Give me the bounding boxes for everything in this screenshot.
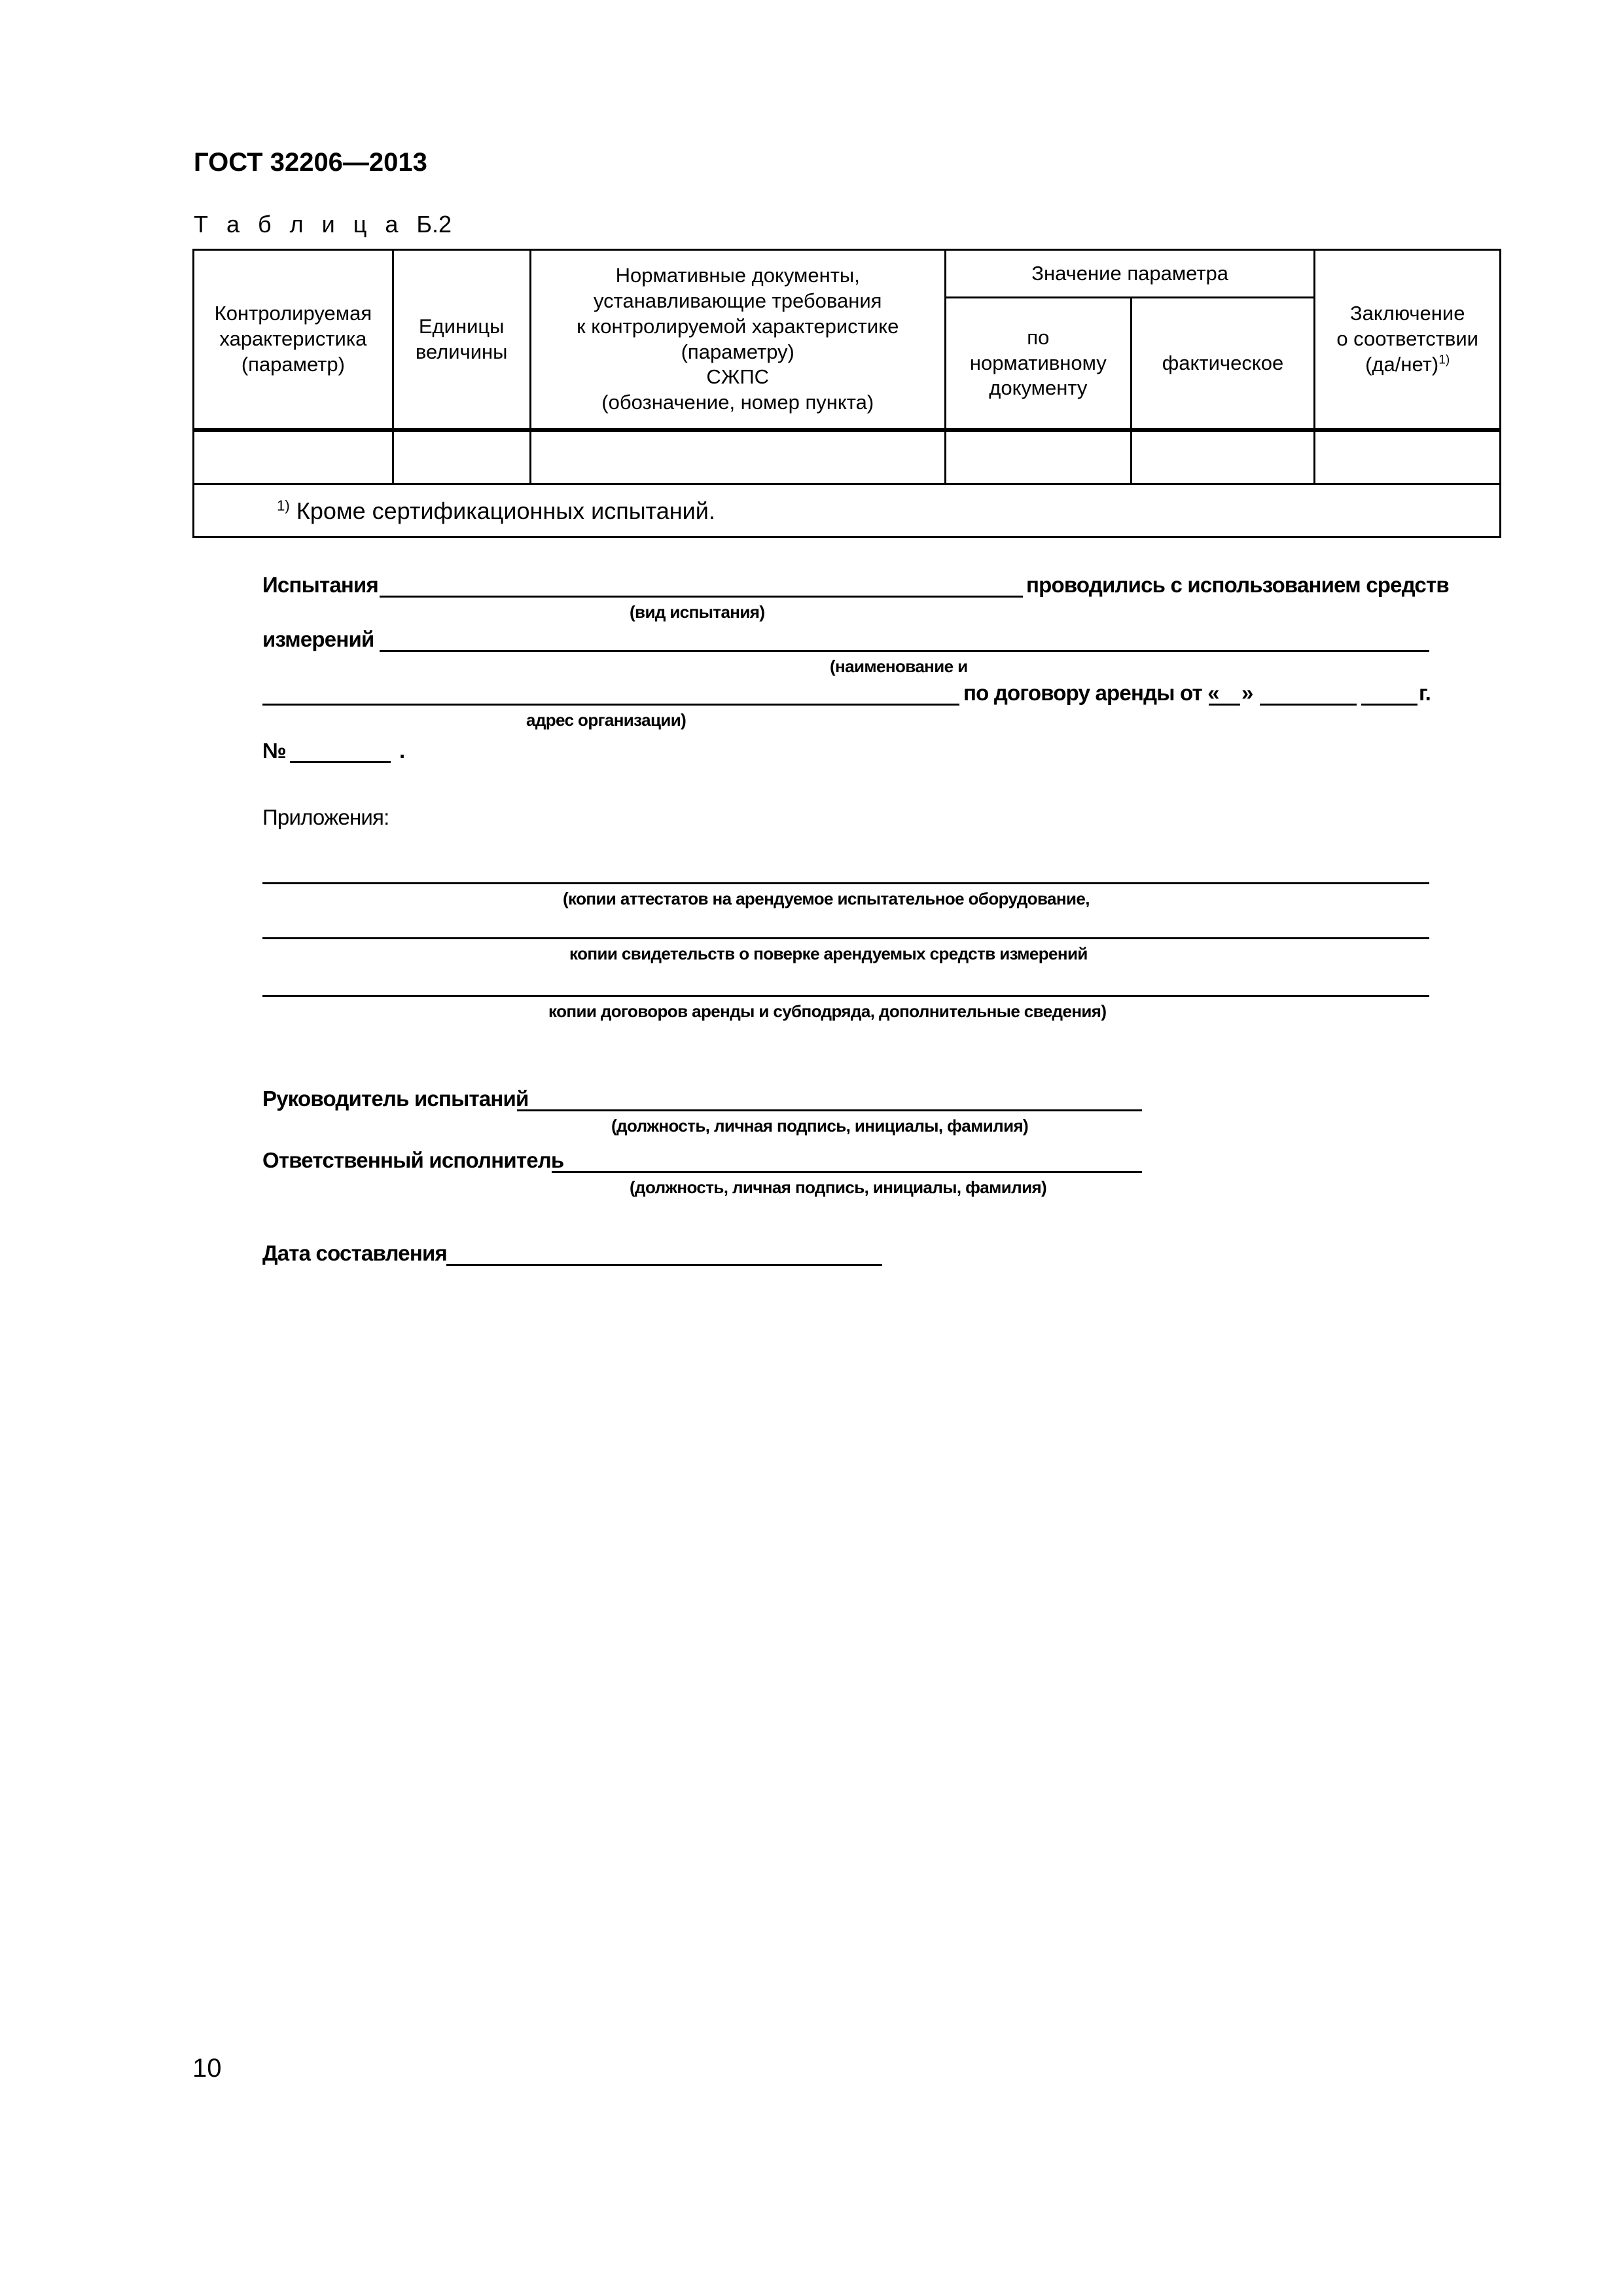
table-footnote: $^{1)}$ Кроме сертификационных испытаний. [194, 484, 1501, 537]
measurement-instruments-field[interactable] [380, 650, 1429, 652]
table-title-number: Б.2 [416, 211, 452, 238]
table-cell [194, 430, 393, 484]
number-dot: . [399, 738, 405, 762]
test-type-caption: (вид испытания) [630, 602, 765, 622]
year-suffix: г. [1419, 681, 1431, 705]
lease-day-field[interactable] [1209, 704, 1240, 706]
address-caption: адрес организации) [526, 710, 687, 730]
date-field[interactable] [446, 1264, 882, 1266]
table-cell [393, 430, 530, 484]
attachment-line-1[interactable] [262, 882, 1429, 884]
attachment-caption-2: копии свидетельств о поверке арендуемых средств измерений [569, 944, 1088, 963]
header-normative-docs: Нормативные документы, устанавливающие требования к контролируемой характеристике (параметру) СЖПС (обозначение, номер пункта) [530, 250, 945, 431]
test-type-field[interactable] [380, 596, 1023, 598]
date-label: Дата составления [262, 1241, 447, 1265]
attachment-caption-3: копии договоров аренды и субподряда, дополнительные сведения) [548, 1001, 1107, 1021]
table-title [194, 211, 452, 238]
table-row [194, 430, 1501, 484]
lease-text: по договору аренды от « [963, 681, 1219, 705]
responsible-label: Ответственный исполнитель [262, 1148, 564, 1172]
header-actual: фактическое [1131, 298, 1315, 431]
tests-suffix: проводились с использованием средств [1026, 573, 1449, 597]
lease-number-field[interactable] [290, 761, 391, 763]
page-number: 10 [192, 2054, 222, 2083]
responsible-caption: (должность, личная подпись, инициалы, фамилия) [630, 1177, 1047, 1197]
table-cell [945, 430, 1131, 484]
attachment-line-2[interactable] [262, 937, 1429, 939]
lease-close-quote: » [1241, 681, 1253, 705]
table-title-word: Т а б л и ц а [194, 211, 404, 238]
header-param-value: Значение параметра [945, 250, 1314, 298]
document-number: ГОСТ 32206—2013 [194, 148, 427, 177]
attachment-line-3[interactable] [262, 995, 1429, 997]
responsible-signature-field[interactable] [552, 1171, 1142, 1173]
attachments-label: Приложения: [262, 805, 389, 829]
lease-month-field[interactable] [1260, 704, 1357, 706]
lease-year-field[interactable] [1361, 704, 1418, 706]
number-label: № [262, 738, 286, 762]
attachment-caption-1: (копии аттестатов на арендуемое испытательное оборудование, [563, 889, 1090, 908]
header-units: Единицы величины [393, 250, 530, 431]
header-characteristic: Контролируемая характеристика (параметр) [194, 250, 393, 431]
header-by-norm-doc: по нормативному документу [945, 298, 1131, 431]
header-conclusion: Заключение о соответствии $(да/нет)^{1)}$ [1315, 250, 1501, 431]
table-footnote-row [194, 484, 1501, 537]
head-signature-field[interactable] [517, 1109, 1142, 1111]
measurements-label: измерений [262, 627, 374, 651]
tests-label: Испытания [262, 573, 378, 597]
table-cell [1315, 430, 1501, 484]
table-cell [530, 430, 945, 484]
head-label: Руководитель испытаний [262, 1086, 529, 1111]
organization-address-field[interactable] [262, 704, 959, 706]
specification-table [192, 249, 1501, 538]
head-caption: (должность, личная подпись, инициалы, фамилия) [611, 1116, 1029, 1136]
name-caption: (наименование и [830, 656, 968, 676]
table-header-row-1 [194, 250, 1501, 298]
table-cell [1131, 430, 1315, 484]
